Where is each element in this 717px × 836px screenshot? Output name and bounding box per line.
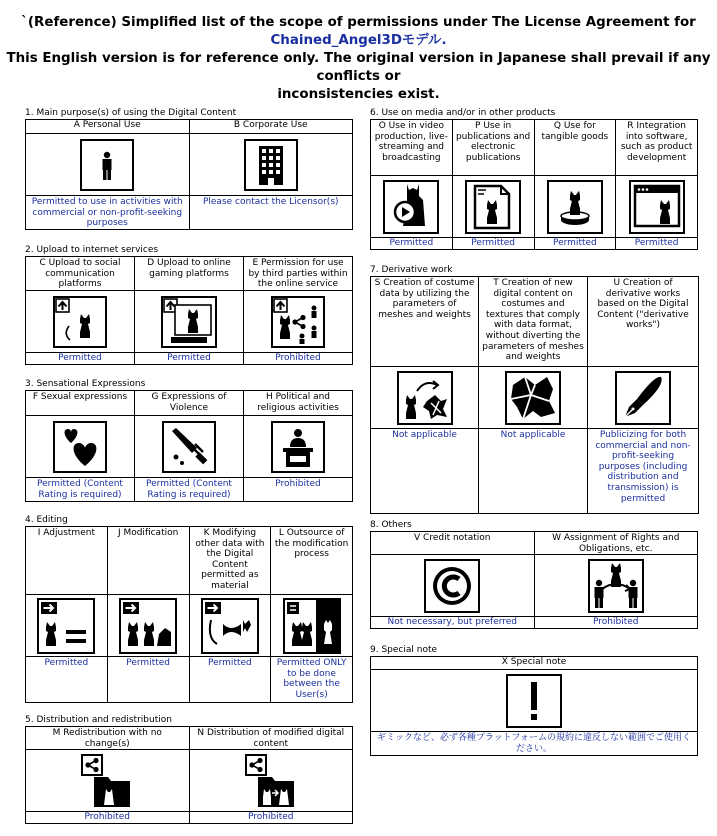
special-note-label: X Special note xyxy=(371,657,698,670)
fabric-icon xyxy=(505,371,561,425)
section-special-note xyxy=(370,645,698,756)
political-status: Prohibited xyxy=(244,478,353,502)
publication-status: Permitted xyxy=(452,238,534,250)
modify-other-status: Permitted xyxy=(189,657,271,703)
upload-gaming-status: Permitted xyxy=(135,353,244,365)
derivative-works-status: Publicizing for both commercial and non-profit-seeking purposes (including distribution and transmission) is permitted xyxy=(588,429,699,514)
modify-other-icon xyxy=(201,598,259,654)
publication-label: P Use in publications and electronic publications xyxy=(452,120,534,176)
upload-gaming-label: D Upload to online gaming platforms xyxy=(135,257,244,291)
derivative-works-label: U Creation of derivative works based on the Digital Content ("derivative works") xyxy=(588,277,699,367)
section-title: 2. Upload to internet services xyxy=(25,245,159,255)
sexual-expressions-status: Permitted (Content Rating is required) xyxy=(26,478,135,502)
figure-icon xyxy=(547,180,603,234)
costume-status: Not applicable xyxy=(371,429,479,514)
video-label: O Use in video production, live-streaming and broadcasting xyxy=(371,120,453,176)
software-icon xyxy=(629,180,685,234)
header-line-4: inconsistencies exist. xyxy=(277,87,440,102)
personal-use-status: Permitted to use in activities with commercial or non-profit-seeking purposes xyxy=(26,196,190,230)
adjustment-status: Permitted xyxy=(26,657,108,703)
section-sensational xyxy=(25,379,353,502)
transfer-icon xyxy=(588,559,644,613)
hearts-icon xyxy=(53,421,107,473)
outsource-icon xyxy=(283,598,341,654)
modify-other-label: K Modifying other data with the Digital Content permitted as material xyxy=(189,527,271,595)
header-model-name: Chained_Angel3Dモデル. xyxy=(270,33,447,48)
modification-label: J Modification xyxy=(107,527,189,595)
podium-icon xyxy=(271,421,325,473)
section-distribution xyxy=(25,715,353,824)
sexual-expressions-label: F Sexual expressions xyxy=(26,391,135,416)
outsource-status: Permitted ONLY to be done between the User(s) xyxy=(271,657,353,703)
section-title: 6. Use on media and/or in other products xyxy=(370,108,556,118)
person-icon xyxy=(80,139,134,191)
political-label: H Political and religious activities xyxy=(244,391,353,416)
corporate-use-label: B Corporate Use xyxy=(189,120,353,134)
fabric-status: Not applicable xyxy=(479,429,588,514)
modification-icon xyxy=(119,598,177,654)
personal-use-label: A Personal Use xyxy=(26,120,190,134)
pen-nib-icon xyxy=(615,371,671,425)
section-title: 9. Special note xyxy=(370,645,438,655)
upload-gaming-icon xyxy=(161,296,217,348)
section-editing xyxy=(25,515,353,703)
copyright-icon xyxy=(424,559,480,613)
section-title: 3. Sensational Expressions xyxy=(25,379,146,389)
share-third-party-icon xyxy=(271,296,325,348)
software-status: Permitted xyxy=(616,238,698,250)
section-others xyxy=(370,520,698,629)
corporate-use-status: Please contact the Licensor(s) xyxy=(189,196,353,230)
credit-notation-status: Not necessary, but preferred xyxy=(371,617,535,629)
section-media xyxy=(370,108,698,250)
third-party-label: E Permission for use by third parties within the online service xyxy=(244,257,353,291)
adjustment-label: I Adjustment xyxy=(26,527,108,595)
upload-social-label: C Upload to social communication platforms xyxy=(26,257,135,291)
outsource-label: L Outsource of the modification process xyxy=(271,527,353,595)
video-icon xyxy=(383,180,439,234)
video-status: Permitted xyxy=(371,238,453,250)
costume-icon xyxy=(397,371,453,425)
costume-label: S Creation of costume data by utilizing the parameters of meshes and weights xyxy=(371,277,479,367)
modified-distribution-label: N Distribution of modified digital content xyxy=(189,727,353,750)
redistribution-icon xyxy=(80,753,134,809)
assignment-label: W Assignment of Rights and Obligations, etc. xyxy=(534,532,698,555)
knife-icon xyxy=(162,421,216,473)
credit-notation-label: V Credit notation xyxy=(371,532,535,555)
section-title: 5. Distribution and redistribution xyxy=(25,715,172,725)
building-icon xyxy=(244,139,298,191)
tangible-goods-label: Q Use for tangible goods xyxy=(534,120,616,176)
section-title: 1. Main purpose(s) of using the Digital Content xyxy=(25,108,237,118)
header-line-3: This English version is for reference only. The original version in Japanese shall prevail if any conflicts or xyxy=(6,51,711,84)
software-label: R Integration into software, such as product development xyxy=(616,120,698,176)
exclamation-icon xyxy=(506,674,562,728)
modified-distribution-status: Prohibited xyxy=(189,812,353,824)
assignment-status: Prohibited xyxy=(534,617,698,629)
tangible-goods-status: Permitted xyxy=(534,238,616,250)
page-header xyxy=(0,14,717,104)
fabric-label: T Creation of new digital content on costumes and textures that comply with data format, without diverting the parameters of meshes and weights xyxy=(479,277,588,367)
violence-status: Permitted (Content Rating is required) xyxy=(135,478,244,502)
section-title: 4. Editing xyxy=(25,515,68,525)
section-derivative xyxy=(370,265,698,514)
modification-status: Permitted xyxy=(107,657,189,703)
third-party-status: Prohibited xyxy=(244,353,353,365)
section-title: 8. Others xyxy=(370,520,412,530)
section-main-purpose xyxy=(25,108,353,230)
redistribution-status: Prohibited xyxy=(26,812,190,824)
violence-label: G Expressions of Violence xyxy=(135,391,244,416)
section-title: 7. Derivative work xyxy=(370,265,453,275)
publication-icon xyxy=(465,180,521,234)
special-note-status: ギミックなど、必ず各種プラットフォームの規約に違反しない範囲でご使用ください。 xyxy=(371,732,698,756)
upload-social-status: Permitted xyxy=(26,353,135,365)
section-upload xyxy=(25,245,353,365)
adjustment-icon xyxy=(37,598,95,654)
header-line-1: `(Reference) Simplified list of the scope of permissions under The License Agreement for xyxy=(21,15,696,30)
upload-social-icon xyxy=(53,296,107,348)
redistribution-label: M Redistribution with no change(s) xyxy=(26,727,190,750)
modified-distribution-icon xyxy=(244,753,298,809)
